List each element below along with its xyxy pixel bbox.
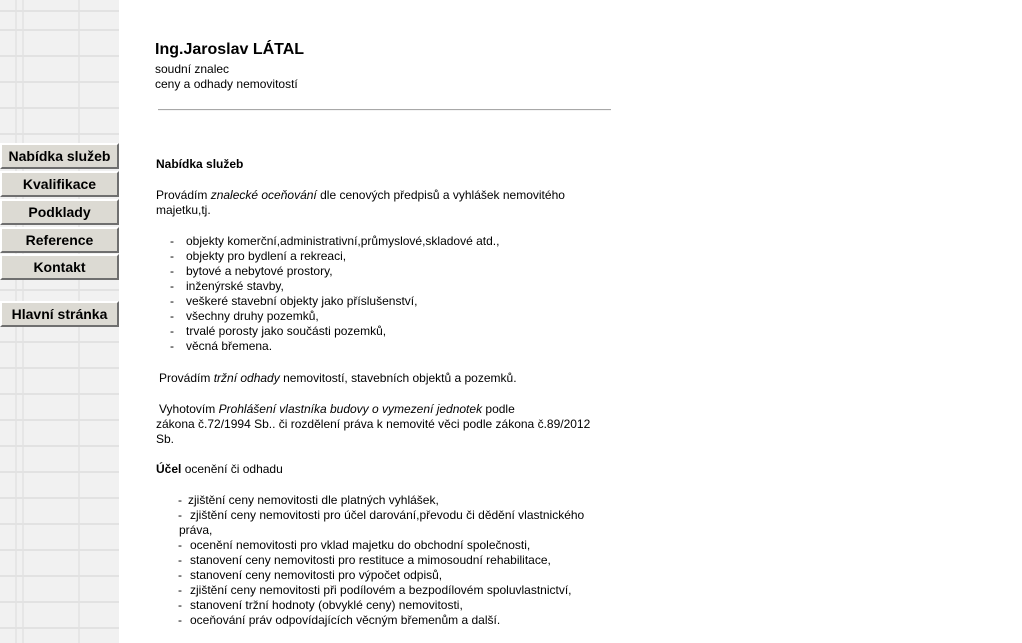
declaration-line1: Vyhotovím Prohlášení vlastníka budovy o vymezení jednotek podle	[159, 402, 515, 416]
menu-item-podklady[interactable]: Podklady	[0, 199, 119, 225]
list-bullet-dash: -	[170, 264, 174, 278]
list-item-text: všechny druhy pozemků,	[186, 309, 319, 323]
list-bullet-dash: -	[170, 339, 174, 353]
intro-paragraph-line2: majetku,tj.	[156, 203, 211, 217]
list-item	[170, 234, 499, 249]
list-item-text: stanovení ceny nemovitosti pro restituce a mimosoudní rehabilitace,	[190, 553, 551, 567]
page-title: Ing.Jaroslav LÁTAL	[155, 41, 305, 58]
list-item	[178, 568, 442, 583]
intro-paragraph-line1: Provádím znalecké oceňování dle cenových předpisů a vyhlášek nemovitého	[156, 188, 565, 202]
header-divider	[158, 109, 611, 111]
list-item	[170, 264, 333, 279]
list-bullet-dash: -	[170, 309, 174, 323]
list-bullet-dash: -	[178, 568, 182, 582]
list-item	[170, 339, 272, 354]
list-item	[170, 249, 346, 264]
list-bullet-dash: -	[170, 234, 174, 248]
list-item	[178, 493, 439, 508]
list-bullet-dash: -	[178, 553, 182, 567]
menu-item-hlavni-stranka[interactable]: Hlavní stránka	[0, 301, 119, 327]
list-item	[179, 523, 212, 538]
list-item-text: inženýrské stavby,	[186, 279, 284, 293]
list-item-text: věcná břemena.	[186, 339, 273, 353]
list-item-text: ocenění nemovitosti pro vklad majetku do obchodní společnosti,	[190, 538, 531, 552]
list-item	[178, 613, 500, 628]
list-item	[170, 294, 417, 309]
list-item-text: stanovení ceny nemovitosti pro výpočet odpisů,	[190, 568, 443, 582]
list-bullet-dash: -	[178, 493, 182, 507]
list-item-text: veškeré stavební objekty jako příslušenství,	[186, 294, 418, 308]
list-bullet-dash: -	[170, 279, 174, 293]
list-item	[178, 598, 463, 613]
purpose-heading: Účel ocenění či odhadu	[156, 462, 283, 476]
market-paragraph: Provádím tržní odhady nemovitostí, stavebních objektů a pozemků.	[159, 371, 517, 385]
list-item-text: objekty komerční,administrativní,průmyslové,skladové atd.,	[186, 234, 500, 248]
list-item	[170, 309, 319, 324]
list-item	[170, 279, 284, 294]
subtitle-valuation: ceny a odhady nemovitostí	[155, 77, 298, 91]
list-item-text: bytové a nebytové prostory,	[186, 264, 333, 278]
list-item	[170, 324, 386, 339]
subtitle-expert: soudní znalec	[155, 62, 230, 76]
list-bullet-dash: -	[178, 598, 182, 612]
list-bullet-dash: -	[178, 613, 182, 627]
list-item	[178, 583, 572, 598]
menu-item-kontakt[interactable]: Kontakt	[0, 254, 119, 280]
list-item-text: stanovení tržní hodnoty (obvyklé ceny) nemovitosti,	[190, 598, 463, 612]
list-item-text: práva,	[179, 523, 213, 537]
list-bullet-dash: -	[170, 249, 174, 263]
menu-item-nabidka-sluzeb[interactable]: Nabídka služeb	[0, 143, 119, 169]
menu-item-kvalifikace[interactable]: Kvalifikace	[0, 171, 119, 197]
list-item-text: zjištění ceny nemovitosti dle platných vyhlášek,	[188, 493, 439, 507]
list-bullet-dash: -	[178, 508, 182, 522]
declaration-line2: zákona č.72/1994 Sb.. či rozdělení práva k nemovité věci podle zákona č.89/2012	[156, 417, 591, 431]
list-item	[178, 538, 530, 553]
menu-item-reference[interactable]: Reference	[0, 227, 119, 253]
list-item-text: zjištění ceny nemovitosti pro účel darování,převodu či dědění vlastnického	[190, 508, 585, 522]
list-item-text: objekty pro bydlení a rekreaci,	[186, 249, 347, 263]
list-bullet-dash: -	[170, 294, 174, 308]
declaration-line3: Sb.	[156, 432, 175, 446]
list-item	[178, 553, 551, 568]
list-item-text: trvalé porosty jako součásti pozemků,	[186, 324, 387, 338]
list-item-text: zjištění ceny nemovitosti při podílovém a bezpodílovém spoluvlastnictví,	[190, 583, 572, 597]
section-heading: Nabídka služeb	[156, 157, 244, 171]
list-item-text: oceňování práv odpovídajících věcným břemenům a další.	[190, 613, 501, 627]
list-item	[178, 508, 584, 523]
list-bullet-dash: -	[170, 324, 174, 338]
list-bullet-dash: -	[178, 583, 182, 597]
list-bullet-dash: -	[178, 538, 182, 552]
